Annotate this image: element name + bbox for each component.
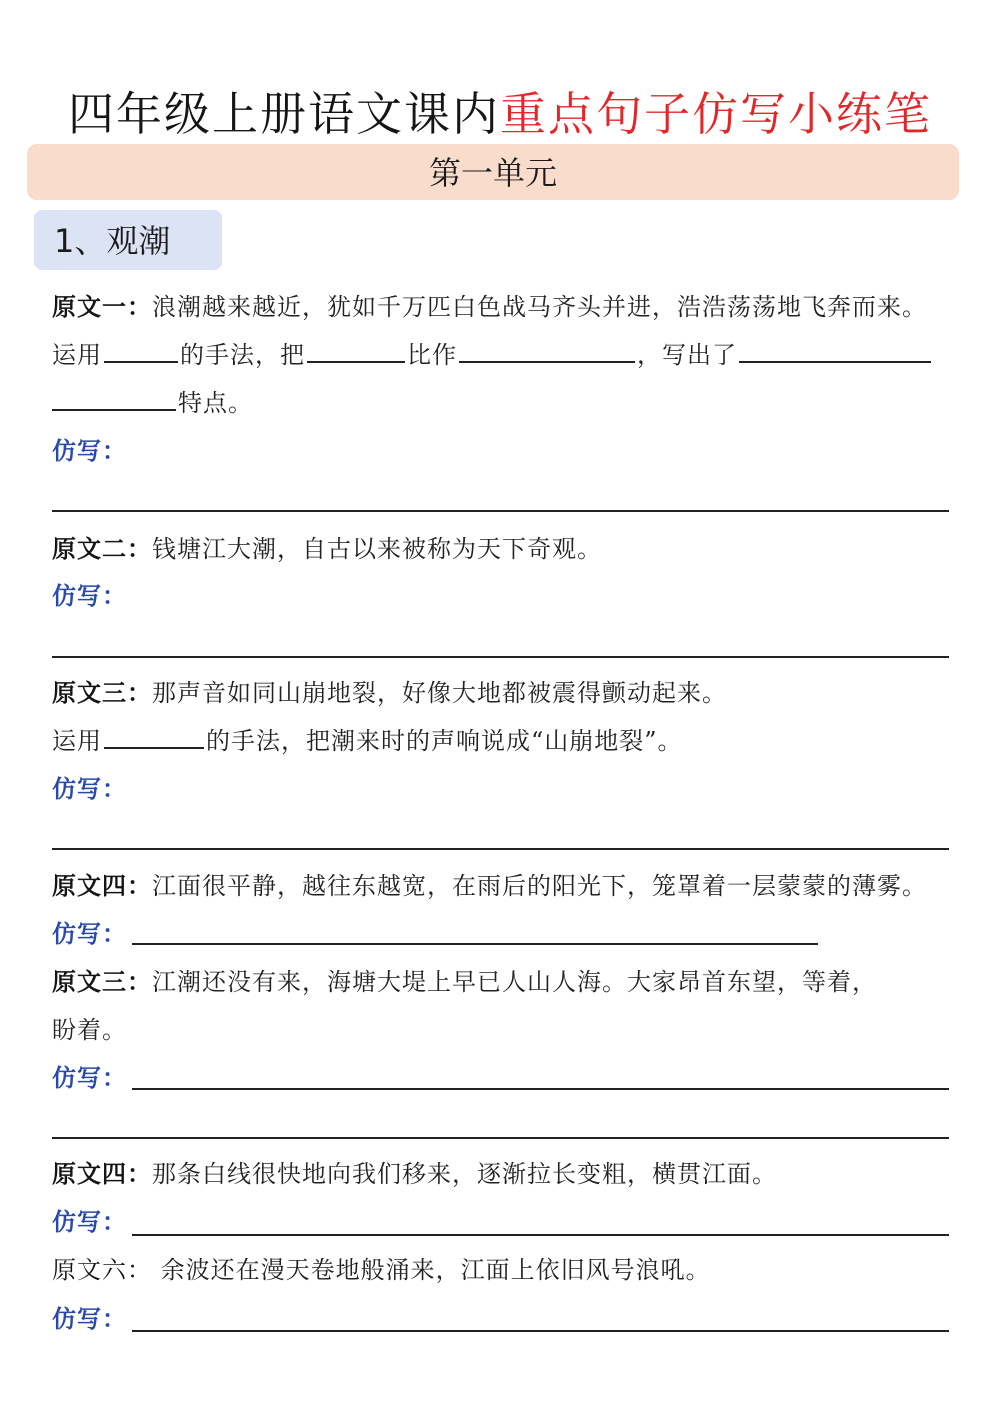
q-text: 运用 [52, 341, 102, 369]
question-1-cont [52, 386, 253, 420]
imitate-label: 仿写： [52, 774, 127, 803]
imitate-label: 仿写： [52, 436, 127, 465]
blank-field[interactable] [459, 339, 635, 363]
item-text: 江潮还没有来，海塘大堤上早已人山人海。大家昂首东望，等着， [152, 968, 877, 996]
original-text-3 [52, 676, 727, 710]
item-text: 那条白线很快地向我们移来，逐渐拉长变粗，横贯江面。 [152, 1160, 777, 1188]
title-part2: 重点句子仿写小练笔 [500, 87, 932, 141]
question-3 [52, 724, 683, 758]
imitate-label: 仿写： [52, 919, 127, 948]
title-part1: 四年级上册语文课内 [68, 87, 500, 141]
item-label: 原文四： [52, 1159, 152, 1188]
answer-line[interactable] [52, 510, 949, 512]
item-text: 那声音如同山崩地裂，好像大地都被震得颤动起来。 [152, 679, 727, 707]
item-text: 江面很平静，越往东越宽，在雨后的阳光下，笼罩着一层蒙蒙的薄雾。 [152, 872, 927, 900]
blank-field[interactable] [104, 339, 178, 363]
blank-field[interactable] [52, 387, 176, 411]
imitate-label-6 [52, 1205, 127, 1239]
answer-line[interactable] [52, 1137, 949, 1139]
imitate-label-3 [52, 772, 127, 806]
item-label: 原文四： [52, 871, 152, 900]
imitate-label-4 [52, 917, 127, 951]
imitate-label: 仿写： [52, 581, 127, 610]
imitate-label-7 [52, 1302, 127, 1336]
imitate-label-1 [52, 434, 127, 468]
answer-line[interactable] [132, 1330, 949, 1332]
imitate-label: 仿写： [52, 1304, 127, 1333]
page-title [0, 78, 1000, 144]
item-text: 浪潮越来越近，犹如千万匹白色战马齐头并进，浩浩荡荡地飞奔而来。 [152, 293, 927, 321]
q-text: 运用 [52, 727, 102, 755]
item-label: 原文二： [52, 534, 152, 563]
q-text: 的手法，把 [180, 341, 305, 369]
item-label: 原文一： [52, 292, 152, 321]
question-1 [52, 338, 933, 372]
blank-field[interactable] [739, 339, 931, 363]
blank-field[interactable] [104, 725, 204, 749]
item-text: 余波还在漫天卷地般涌来，江面上依旧风号浪吼。 [152, 1256, 711, 1284]
q-text: 特点。 [178, 389, 253, 417]
unit-header: 第一单元 [27, 144, 959, 200]
imitate-label: 仿写： [52, 1207, 127, 1236]
q-text: ，写出了 [637, 341, 737, 369]
item-text: 盼着。 [52, 1016, 127, 1044]
answer-line[interactable] [132, 943, 818, 945]
item-label: 原文三： [52, 967, 152, 996]
q-text: 的手法，把潮来时的声响说成“山崩地裂”。 [206, 727, 683, 755]
answer-line[interactable] [52, 848, 949, 850]
blank-field[interactable] [307, 339, 405, 363]
answer-line[interactable] [132, 1088, 949, 1090]
original-text-7 [52, 1253, 711, 1287]
item-label: 原文六： [52, 1256, 152, 1284]
answer-line[interactable] [132, 1234, 949, 1236]
original-text-4 [52, 869, 927, 903]
original-text-2 [52, 532, 602, 566]
item-text: 钱塘江大潮，自古以来被称为天下奇观。 [152, 535, 602, 563]
lesson-title: 1、观潮 [34, 210, 222, 270]
imitate-label-2 [52, 579, 127, 613]
q-text: 比作 [407, 341, 457, 369]
original-text-6 [52, 1157, 777, 1191]
answer-line[interactable] [52, 656, 949, 658]
imitate-label-5 [52, 1061, 127, 1095]
item-label: 原文三： [52, 678, 152, 707]
original-text-1 [52, 290, 927, 324]
original-text-5 [52, 965, 877, 999]
imitate-label: 仿写： [52, 1063, 127, 1092]
original-text-5-cont [52, 1013, 127, 1047]
